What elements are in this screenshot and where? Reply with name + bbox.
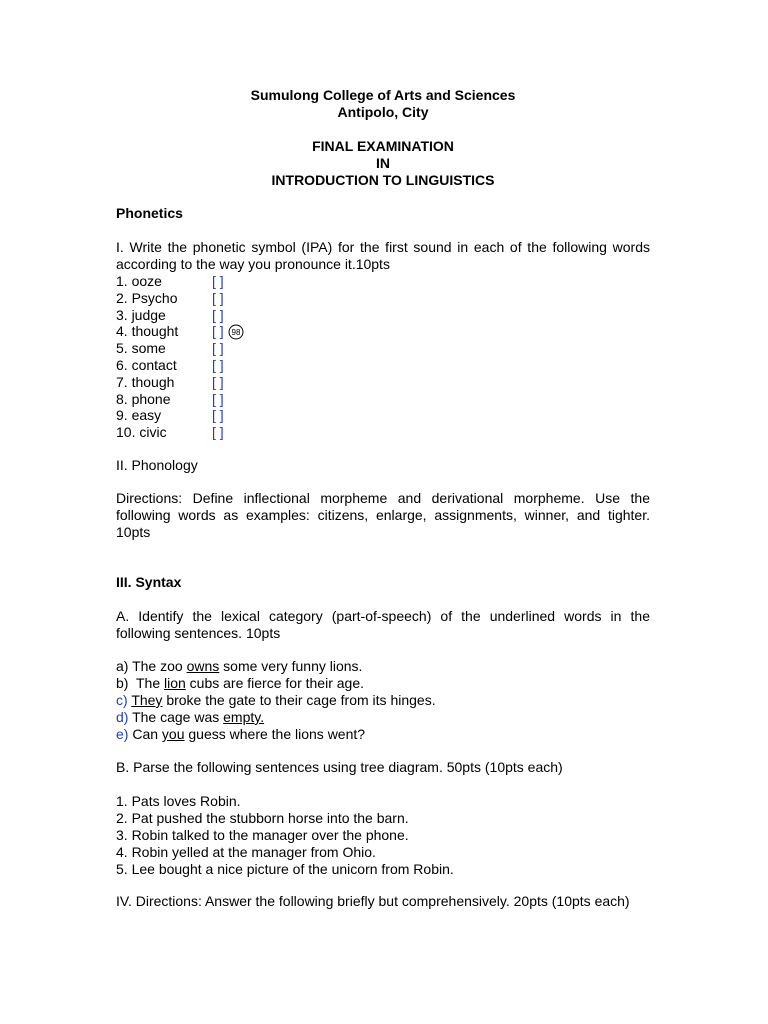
syntax-heading: III. Syntax: [116, 574, 182, 590]
underlined-word: owns: [186, 658, 220, 674]
phonetics-heading: Phonetics: [116, 205, 183, 221]
phonetics-item: [116, 340, 650, 357]
course-title: INTRODUCTION TO LINGUISTICS: [271, 172, 495, 188]
sentence-letter: c): [116, 692, 128, 708]
answer-bracket: [ ]: [212, 340, 224, 357]
sentence-text: cubs are fierce for their age.: [185, 675, 364, 691]
school-name: Sumulong College of Arts and Sciences: [250, 87, 516, 103]
phonology-directions: Directions: Define inflectional morpheme and derivational morpheme. Use the following words as examples: citizens, enlarge, assignments, winner, and tighter. 10pts: [116, 490, 650, 540]
svg-text:98: 98: [231, 327, 241, 337]
phonetics-item: [116, 357, 650, 374]
sentence-line: [116, 675, 650, 692]
syntax-part-a: A. Identify the lexical category (part-of-speech) of the underlined words in the following sentences. 10pts: [116, 608, 650, 641]
sentence-text: broke the gate to their cage from its hinges.: [162, 692, 436, 708]
sentence-line: [116, 726, 650, 743]
sentence-text: The zoo: [128, 658, 187, 674]
phonetics-item: [116, 307, 650, 324]
answer-bracket: [ ]: [212, 306, 224, 323]
phonetics-word: 1. ooze: [116, 273, 162, 289]
exam-in: IN: [376, 155, 390, 171]
phonetics-word: 2. Psycho: [116, 289, 178, 306]
phonetics-list: [116, 273, 650, 441]
parse-item: 5. Lee bought a nice picture of the unicorn from Robin.: [116, 861, 454, 877]
sentence-list: [116, 658, 650, 743]
phonetics-word: 8. phone: [116, 390, 171, 407]
answer-bracket: [ ]: [212, 373, 224, 390]
parse-item: 1. Pats loves Robin.: [116, 793, 241, 809]
parse-list: [116, 793, 650, 878]
sentence-text: Can: [128, 726, 162, 742]
school-city: Antipolo, City: [337, 104, 429, 120]
syntax-part-b: B. Parse the following sentences using tree diagram. 50pts (10pts each): [116, 759, 563, 775]
answer-bracket: [ ] 98: [212, 323, 244, 340]
sentence-text: some very funny lions.: [219, 658, 363, 674]
answer-bracket: [ ]: [212, 356, 224, 373]
phonetics-item: [116, 290, 650, 307]
phonetics-item: [116, 391, 650, 408]
sentence-text: The: [128, 675, 164, 691]
phonetics-instruction: I. Write the phonetic symbol (IPA) for the first sound in each of the following words according to the way you pronounce it.10pts: [116, 239, 650, 272]
sentence-text: The cage was: [128, 709, 224, 725]
circled-score-mark: [228, 324, 244, 340]
underlined-word: empty.: [223, 709, 265, 725]
phonetics-item: [116, 424, 650, 441]
sentence-text: guess where the lions went?: [184, 726, 366, 742]
phonetics-word: 10. civic: [116, 424, 167, 441]
phonetics-word: 4. thought: [116, 323, 179, 340]
sentence-line: [116, 692, 650, 709]
phonetics-word: 9. easy: [116, 407, 162, 424]
phonetics-word: 5. some: [116, 340, 166, 357]
underlined-word: lion: [164, 675, 186, 691]
phonetics-word: 7. though: [116, 373, 175, 390]
sentence-line: [116, 658, 650, 675]
parse-item: 4. Robin yelled at the manager from Ohio.: [116, 844, 376, 860]
sentence-letter: b): [116, 675, 129, 691]
exam-title: FINAL EXAMINATION: [312, 138, 454, 154]
phonetics-item: [116, 273, 650, 290]
answer-bracket: [ ]: [212, 407, 224, 424]
answer-bracket: [ ]: [212, 390, 224, 407]
phonetics-item: [116, 374, 650, 391]
sentence-letter: a): [116, 658, 129, 674]
parse-item: 3. Robin talked to the manager over the phone.: [116, 827, 409, 843]
sentence-letter: e): [116, 726, 129, 742]
sentence-letter: d): [116, 709, 129, 725]
phonetics-item: [116, 407, 650, 424]
sentence-line: [116, 709, 650, 726]
underlined-word: They: [131, 692, 163, 708]
phonology-heading: II. Phonology: [116, 457, 198, 473]
answer-bracket: [ ]: [212, 273, 224, 289]
part-iv-directions: IV. Directions: Answer the following briefly but comprehensively. 20pts (10pts each): [116, 893, 630, 909]
phonetics-item: [116, 323, 650, 340]
parse-item: 2. Pat pushed the stubborn horse into the barn.: [116, 810, 409, 826]
phonetics-word: 3. judge: [116, 306, 166, 323]
answer-bracket: [ ]: [212, 289, 224, 306]
answer-bracket: [ ]: [212, 424, 224, 441]
underlined-word: you: [161, 726, 185, 742]
phonetics-word: 6. contact: [116, 356, 177, 373]
